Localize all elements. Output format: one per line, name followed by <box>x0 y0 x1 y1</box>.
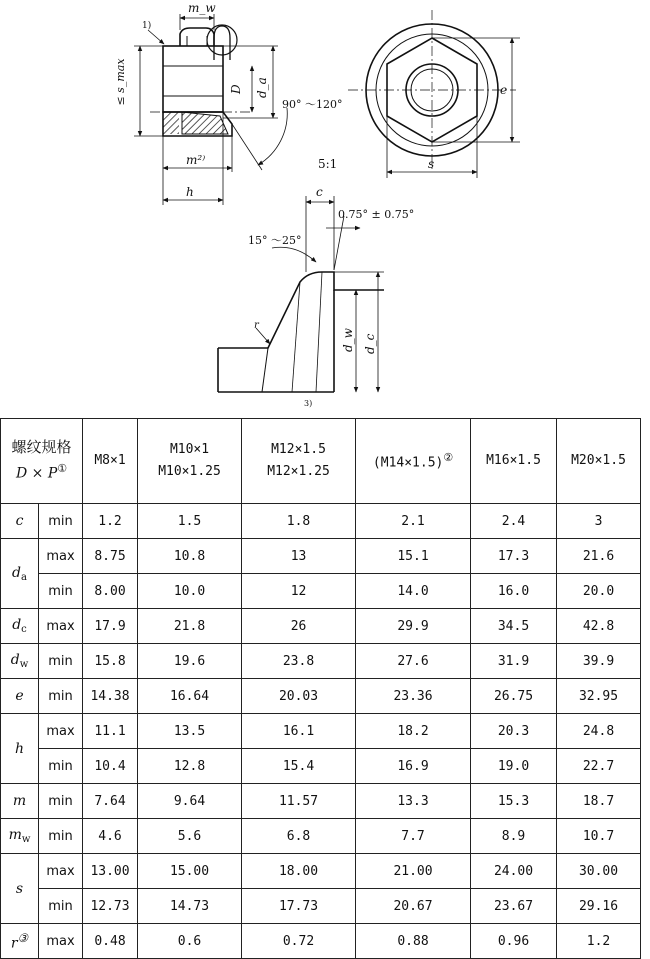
row-symbol <box>1 539 39 609</box>
table-row <box>1 539 641 574</box>
value-cell: 2.1 <box>356 504 471 539</box>
row-limit: max <box>39 924 83 959</box>
label-smax: ≤ s_max <box>114 58 127 106</box>
column-header <box>83 419 138 504</box>
value-cell: 26 <box>242 609 356 644</box>
table-row <box>1 749 641 784</box>
value-cell: 0.6 <box>138 924 242 959</box>
flange-detail-view <box>218 196 384 392</box>
value-cell: 0.72 <box>242 924 356 959</box>
value-cell: 13.5 <box>138 714 242 749</box>
symbol-note: ③ <box>17 930 29 945</box>
row-symbol <box>1 609 39 644</box>
symbol-main: d <box>10 652 20 668</box>
value-cell: 23.67 <box>471 889 557 924</box>
row-limit: min <box>39 784 83 819</box>
value-cell: 1.5 <box>138 504 242 539</box>
table-row <box>1 644 641 679</box>
value-cell: 21.00 <box>356 854 471 889</box>
value-cell: 11.1 <box>83 714 138 749</box>
symbol-subscript: c <box>21 624 27 635</box>
dimension-table <box>0 418 641 959</box>
value-cell: 20.3 <box>471 714 557 749</box>
value-cell: 20.0 <box>557 574 641 609</box>
value-cell: 8.9 <box>471 819 557 854</box>
value-cell: 31.9 <box>471 644 557 679</box>
value-cell: 34.5 <box>471 609 557 644</box>
symbol-main: d <box>12 617 22 633</box>
value-cell: 7.7 <box>356 819 471 854</box>
table-row <box>1 574 641 609</box>
spec-note: ① <box>57 462 67 476</box>
value-cell: 22.7 <box>557 749 641 784</box>
column-header <box>242 419 356 504</box>
label-angle: 90° ～120° <box>282 98 343 111</box>
column-header <box>557 419 641 504</box>
row-limit: max <box>39 714 83 749</box>
value-cell: 19.6 <box>138 644 242 679</box>
table-row <box>1 609 641 644</box>
row-symbol <box>1 644 39 679</box>
table-row <box>1 924 641 959</box>
row-limit: min <box>39 819 83 854</box>
value-cell: 15.1 <box>356 539 471 574</box>
value-cell: 42.8 <box>557 609 641 644</box>
label-e: e <box>500 83 508 97</box>
value-cell: 17.3 <box>471 539 557 574</box>
spec-header-cell <box>1 419 83 504</box>
value-cell: 11.57 <box>242 784 356 819</box>
value-cell: 10.4 <box>83 749 138 784</box>
value-cell: 1.2 <box>83 504 138 539</box>
row-symbol <box>1 819 39 854</box>
label-m: m²⁾ <box>186 153 206 167</box>
value-cell: 13.00 <box>83 854 138 889</box>
value-cell: 17.73 <box>242 889 356 924</box>
value-cell: 21.6 <box>557 539 641 574</box>
row-limit: min <box>39 574 83 609</box>
spec-symbol: D × P <box>16 465 58 482</box>
nut-side-view <box>134 14 287 205</box>
value-cell: 15.4 <box>242 749 356 784</box>
column-header <box>471 419 557 504</box>
symbol-main: r <box>10 935 18 952</box>
value-cell: 18.2 <box>356 714 471 749</box>
symbol-main: s <box>15 880 24 897</box>
value-cell: 15.00 <box>138 854 242 889</box>
column-header-line1: M20×1.5 <box>571 453 626 468</box>
row-limit: min <box>39 889 83 924</box>
row-limit: min <box>39 644 83 679</box>
column-header <box>138 419 242 504</box>
row-symbol <box>1 784 39 819</box>
symbol-main: e <box>15 688 24 704</box>
value-cell: 23.8 <box>242 644 356 679</box>
value-cell: 3 <box>557 504 641 539</box>
value-cell: 2.4 <box>471 504 557 539</box>
label-r: r <box>254 320 259 331</box>
table-row <box>1 889 641 924</box>
value-cell: 10.8 <box>138 539 242 574</box>
symbol-main: c <box>15 513 24 529</box>
column-header-line1: M16×1.5 <box>486 453 541 468</box>
table-header-row <box>1 419 641 504</box>
value-cell: 20.03 <box>242 679 356 714</box>
value-cell: 17.9 <box>83 609 138 644</box>
table-body <box>1 419 641 959</box>
value-cell: 39.9 <box>557 644 641 679</box>
row-limit: max <box>39 609 83 644</box>
label-da: d_a <box>255 77 269 98</box>
symbol-subscript: a <box>21 571 27 583</box>
value-cell: 4.6 <box>83 819 138 854</box>
value-cell: 8.75 <box>83 539 138 574</box>
row-symbol <box>1 854 39 924</box>
value-cell: 14.38 <box>83 679 138 714</box>
column-header-line1: (M14×1.5)② <box>372 451 454 471</box>
value-cell: 32.95 <box>557 679 641 714</box>
symbol-subscript: w <box>21 834 31 845</box>
value-cell: 30.00 <box>557 854 641 889</box>
value-cell: 24.8 <box>557 714 641 749</box>
column-header-line1: M8×1 <box>94 453 126 468</box>
value-cell: 24.00 <box>471 854 557 889</box>
value-cell: 23.36 <box>356 679 471 714</box>
column-header-line1: M10×1 <box>169 442 210 457</box>
value-cell: 13 <box>242 539 356 574</box>
label-dc: d_c <box>363 333 377 354</box>
label-c: c <box>316 185 323 199</box>
value-cell: 7.64 <box>83 784 138 819</box>
value-cell: 18.00 <box>242 854 356 889</box>
spec-title: 螺纹规格 <box>11 438 72 457</box>
symbol-main: h <box>14 740 25 757</box>
column-header-note: ② <box>443 451 454 465</box>
detail-labels <box>248 185 414 408</box>
table-row <box>1 784 641 819</box>
value-cell: 29.9 <box>356 609 471 644</box>
value-cell: 19.0 <box>471 749 557 784</box>
value-cell: 15.8 <box>83 644 138 679</box>
label-D: D <box>229 84 243 94</box>
value-cell: 14.73 <box>138 889 242 924</box>
nut-top-view <box>348 10 520 178</box>
value-cell: 8.00 <box>83 574 138 609</box>
value-cell: 13.3 <box>356 784 471 819</box>
value-cell: 18.7 <box>557 784 641 819</box>
value-cell: 12.73 <box>83 889 138 924</box>
value-cell: 16.64 <box>138 679 242 714</box>
value-cell: 16.0 <box>471 574 557 609</box>
row-limit: max <box>39 539 83 574</box>
value-cell: 26.75 <box>471 679 557 714</box>
value-cell: 6.8 <box>242 819 356 854</box>
row-limit: min <box>39 679 83 714</box>
row-limit: min <box>39 749 83 784</box>
value-cell: 29.16 <box>557 889 641 924</box>
value-cell: 15.3 <box>471 784 557 819</box>
detail-scale: 5:1 <box>318 157 338 171</box>
value-cell: 20.67 <box>356 889 471 924</box>
value-cell: 12.8 <box>138 749 242 784</box>
value-cell: 0.88 <box>356 924 471 959</box>
table-row <box>1 679 641 714</box>
symbol-main: m <box>8 827 22 843</box>
column-header-line1: M12×1.5 <box>271 442 326 457</box>
label-angle-range: 15° ～25° <box>248 234 302 247</box>
table-row <box>1 854 641 889</box>
value-cell: 27.6 <box>356 644 471 679</box>
value-cell: 10.0 <box>138 574 242 609</box>
value-cell: 0.48 <box>83 924 138 959</box>
table-row <box>1 819 641 854</box>
value-cell: 0.96 <box>471 924 557 959</box>
row-symbol <box>1 504 39 539</box>
symbol-main: m <box>12 793 27 809</box>
label-note1: 1) <box>142 21 152 31</box>
value-cell: 1.8 <box>242 504 356 539</box>
symbol-subscript: w <box>19 659 29 670</box>
table-row <box>1 714 641 749</box>
value-cell: 1.2 <box>557 924 641 959</box>
label-dw: d_w <box>341 328 355 352</box>
value-cell: 14.0 <box>356 574 471 609</box>
row-symbol <box>1 679 39 714</box>
label-s: s <box>428 157 435 171</box>
value-cell: 21.8 <box>138 609 242 644</box>
label-h: h <box>186 185 194 199</box>
column-header <box>356 419 471 504</box>
label-angle-small: 0.75° ± 0.75° <box>338 208 415 221</box>
column-header-line2: M12×1.25 <box>267 464 330 479</box>
value-cell: 9.64 <box>138 784 242 819</box>
column-header-line2: M10×1.25 <box>158 464 221 479</box>
value-cell: 10.7 <box>557 819 641 854</box>
value-cell: 16.9 <box>356 749 471 784</box>
row-symbol <box>1 714 39 784</box>
row-limit: min <box>39 504 83 539</box>
value-cell: 12 <box>242 574 356 609</box>
row-symbol <box>1 924 39 959</box>
label-note3: 3) <box>304 399 313 408</box>
technical-drawing <box>0 0 650 410</box>
label-mw: m_w <box>188 1 216 15</box>
row-limit: max <box>39 854 83 889</box>
symbol-main: d <box>12 564 21 581</box>
right-view-labels <box>428 83 507 171</box>
value-cell: 16.1 <box>242 714 356 749</box>
table-row <box>1 504 641 539</box>
value-cell: 5.6 <box>138 819 242 854</box>
